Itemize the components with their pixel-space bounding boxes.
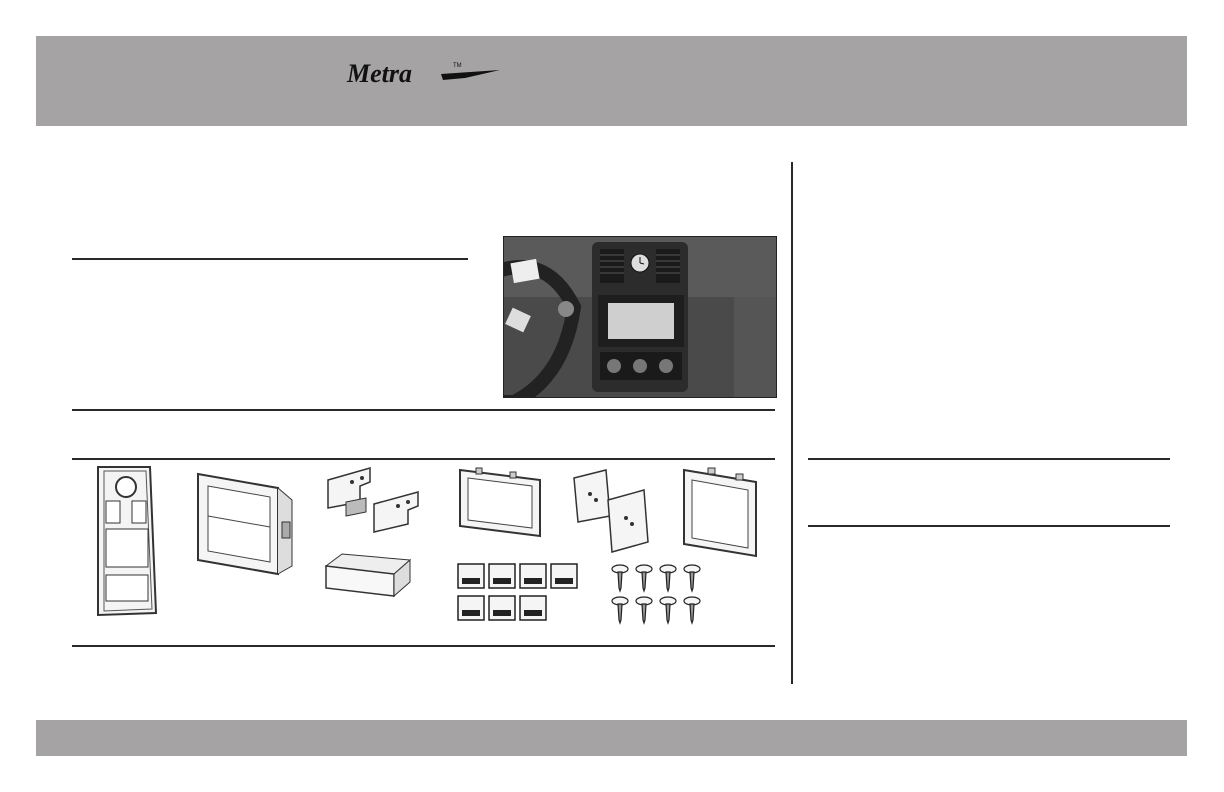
metra-logo [345, 58, 505, 88]
storage-pocket [322, 550, 414, 598]
logo-trademark: TM [453, 63, 462, 69]
right-rule-1 [808, 458, 1170, 460]
section-rule-top-short [72, 258, 468, 260]
screws [608, 562, 712, 628]
logo-swoosh [441, 70, 500, 80]
footer-band [36, 720, 1187, 756]
iso-trim-ring [456, 466, 548, 542]
single-din-pocket-frame [194, 470, 298, 580]
radio-opening [608, 303, 674, 339]
dashboard-photo [503, 236, 777, 398]
header-band [36, 36, 1187, 126]
section-rule-mid [72, 409, 775, 411]
radio-support-plates [570, 466, 654, 556]
dash-trim-panel [84, 463, 164, 619]
clips [456, 562, 582, 626]
section-rule-parts-top [72, 458, 775, 460]
mounting-brackets [322, 462, 426, 534]
double-din-trim-ring [680, 466, 764, 562]
right-rule-2 [808, 525, 1170, 527]
section-rule-parts-bottom [72, 645, 775, 647]
column-divider [791, 162, 793, 684]
logo-wordmark: Metra [347, 59, 412, 88]
